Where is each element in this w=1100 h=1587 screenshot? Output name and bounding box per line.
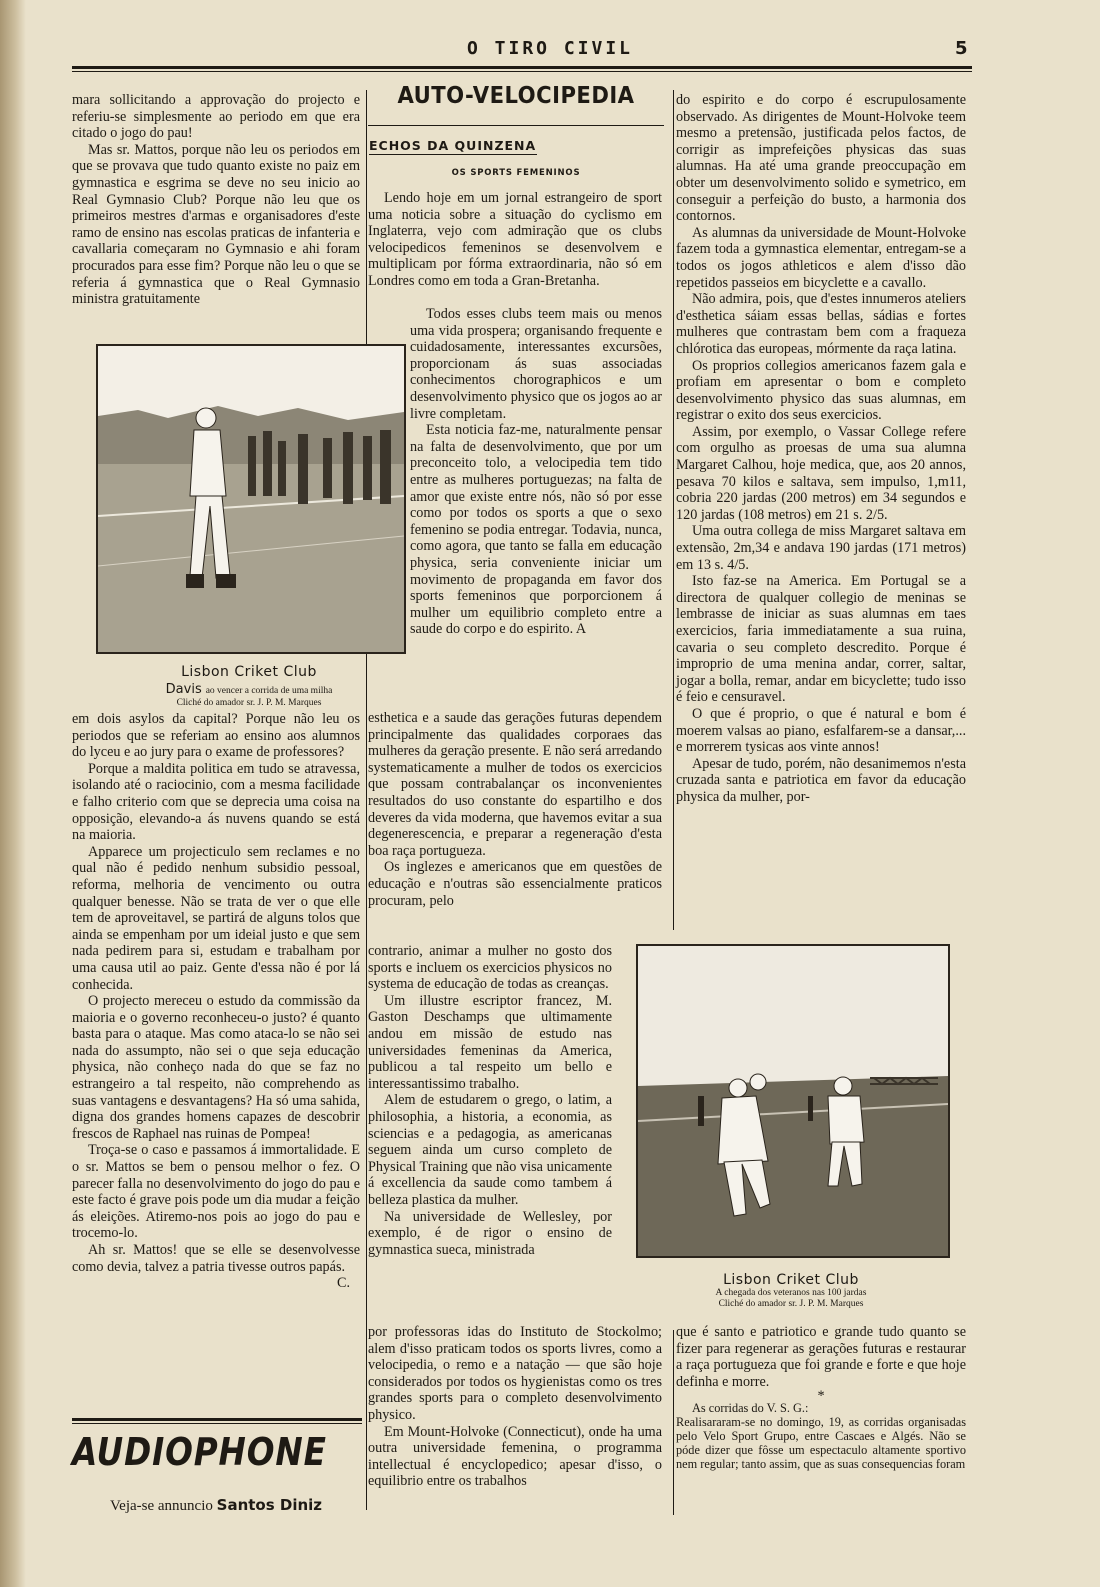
kicker: OS SPORTS FEMENINOS <box>451 168 581 178</box>
col2-para-10: por professoras idas do Instituto de Stockolmo; alem d'isso praticam todos os sports livres, como a velocipedia, o remo e a natação — que são hoje considerados por todos os hygienistas como os tres grandes sports para o completo desenvolvimento physico. <box>368 1324 662 1423</box>
photo-veterans-race <box>636 944 950 1258</box>
col1-bottom-text <box>72 711 360 1292</box>
photo2-caption <box>636 1272 946 1310</box>
column-rule-2a <box>673 90 674 930</box>
photo1-caption-name: Davis <box>165 682 202 697</box>
col1-signature: C. <box>336 1275 350 1292</box>
col1-top-text <box>72 92 360 308</box>
ad-rule-thick <box>72 1418 362 1421</box>
col3-para-7: Isto faz-se na America. Em Portugal se a directora de qualquer collegio de meninas se lembrasse de iniciar as suas alumnas em taes exercicios, faria immediatamente a sua ruina, cavaria o seu completo descredito. Porque é improprio de uma menina andar, correr, saltar, jogar a bolla, remar, andar em bicyclette; tudo isso é feio e censuravel. <box>676 573 966 706</box>
col3-para-8: O que é proprio, o que é natural e bom é moerem valsas ao piano, esfalfarem-se a dansar,... e morrerem tysicas aos vinte annos! <box>676 705 966 756</box>
col3-para-2: As alumnas da universidade de Mount-Holvoke fazem toda a gymnastica elementar, entregam-se a todos os jogos athleticos e alem d'isso dão repetidos passeios em bicyclette e a cavallo. <box>676 224 966 291</box>
corridas-text: Realisararam-se no domingo, 19, as corridas organisadas pelo Velo Sport Grupo, entre Cascaes e Algés. Não se póde dizer que fôsse um espectaculo altamente sportivo nem regular; tanto assim, que as suas consequencias foram <box>676 1415 966 1471</box>
col1-para-4: Porque a maldita politica em tudo se atravessa, isolando até o raciocinio, com a mesma facilidade e falho criterio com que se deprecia uma coisa na opposição, elevando-a ás nuvens quando se está na maioria. <box>72 760 360 844</box>
col2-text-d <box>368 943 612 1258</box>
col1-para-2: Mas sr. Mattos, porque não leu os periodos em que se provava que tudo quanto existe no paiz em gymnastica e esgrima se deve no seu inicio ao Real Gymnasio Club? Porque não leu que os primeiros mestres d'armas e organisadores d'este ramo de ensino nas escolas praticas de infanteria e cavallaria começaram no Gymnasio e ahi foram procurados para esse fim? Porque não leu o que se referia á gymnastica que o Real Gymnasio ministra gratuitamente <box>72 141 360 308</box>
ad-rule-thin <box>72 1423 362 1424</box>
col2-text-b <box>410 306 662 638</box>
col2-text-c <box>368 710 662 909</box>
ad-text: Veja-se annuncio <box>110 1498 213 1514</box>
header-rule-thin <box>72 71 972 72</box>
col3-para-4: Os proprios collegios americanos fazem gala e profiam em apresentar o bom e completo desenvolvimento physico das suas alumnas, em registrar o exito dos seus exercicios. <box>676 357 966 424</box>
subsection-title: ECHOS DA QUINZENA <box>369 138 537 153</box>
photo-davis-illustration <box>98 346 404 652</box>
photo1-caption-title: Lisbon Criket Club <box>181 664 317 680</box>
section-title: AUTO-VELOCIPEDIA <box>397 83 635 109</box>
col1-para-1: mara sollicitando a approvação do projecto e referiu-se simplesmente ao periodo em que era citado o jogo do pau! <box>72 92 360 142</box>
page-spine-shadow <box>0 0 26 1587</box>
col2-para-11: Em Mount-Holvoke (Connecticut), onde ha uma outra universidade femenina, o programma intellectual é encyclopedico; apesar d'isso, o equilibrio entre os trabalhos <box>368 1423 662 1490</box>
col3-para-10: que é santo e patriotico e grande tudo quanto se fizer para regenerar as gerações futuras e restaurar a raça portugueza que foi grande e forte e que hoje definha e morre. <box>676 1324 966 1390</box>
ad-advertiser: Santos Diniz <box>216 1496 323 1514</box>
col1-para-5: Apparece um projecticulo sem reclames e no qual não é pedido nenhum subsidio pessoal, reforma, melhoria de vencimento ou outra qualquer benesse. Não se trata de ver o que elle tem de aproveitavel, se partirá de alguns tolos que ainda se empenham por um ideial justo e que sem nada pedirem para si, estudam e trabalham por uma causa util ao paiz. Gente d'essa não é por lá conhecida. <box>72 843 360 993</box>
photo-veterans-illustration <box>638 946 948 1256</box>
col2-para-8: Alem de estudarem o grego, o latim, a philosophia, a historia, a economia, as sciencias e a pedagogia, as americanas seguem ainda um curso completo de Physical Training que não visa unicamente á excellencia da saude como tambem á belleza plastica da mulher. <box>368 1092 612 1208</box>
col1-para-7: Troça-se o caso e passamos á immortalidade. E o sr. Mattos se bem o pensou melhor o fez. O parecer falla no desenvolvimento do jogo do pau e este facto é grave pois pode um dia mudar a feição ás eleições. Atiremo-nos pois ao jogo do pau e trocemo-lo. <box>72 1142 360 1242</box>
col2-para-4: esthetica e a saude das gerações futuras dependem principalmente das qualidades corporaes das mulheres da geração presente. E não será arredando systematicamente a mulher de todos os exercicios que possam contrabalançar os inconvenientes resultados do uso constante do espartilho e dos deveres da vida moderna, que havemos evitar a sua degenerescencia, e preparar a regeneração d'esta boa raça portugueza. <box>368 710 662 859</box>
col1-para-8: Ah sr. Mattos! que se elle se desenvolvesse como devia, talvez a patria tivesse outros papás. <box>72 1242 360 1275</box>
photo2-caption-desc: A chegada dos veteranos nas 100 jardas <box>715 1288 867 1298</box>
col3-text-after <box>676 1324 966 1471</box>
photo1-caption-credit: Cliché do amador sr. J. P. M. Marques <box>176 698 322 708</box>
col2-text-e <box>368 1324 662 1490</box>
col3-text <box>676 92 966 806</box>
ad-text-line <box>110 1496 322 1515</box>
subsection-underline <box>369 154 537 155</box>
photo1-caption <box>96 664 402 709</box>
header-rule-thick <box>72 66 972 69</box>
col2-para-5: Os inglezes e americanos que em questões de educação e n'outras são essencialmente praticos procuram, pelo <box>368 859 662 909</box>
photo2-caption-credit: Cliché do amador sr. J. P. M. Marques <box>718 1299 864 1309</box>
col2-para-3: Esta noticia faz-me, naturalmente pensar na falta de desenvolvimento, que por um preconceito tolo, a velocipedia tem tido entre as mulheres portuguezas; na falta de amor que existe entre nós, não só por esse como por todos os sports a que o sexo femenino se podia entregar. Todavia, nunca, como agora, que tanto se falla em educação physica, seria conveniente iniciar um movimento de propaganda em favor dos sports femeninos que porporcionem á mulher um equilibrio completo entre a saude do corpo e do espirito. A <box>410 422 662 638</box>
photo1-caption-desc: ao vencer a corrida de uma milha <box>205 686 333 696</box>
col2-para-1: Lendo hoje em um jornal estrangeiro de sport uma noticia sobre a situação do cyclismo em Inglaterra, vejo com admiração que os clubs velocipedicos femeninos se desenvolvem e multiplicam por fórma extraordinaria, não só em Londres como em toda a Gran-Bretanha. <box>368 190 662 289</box>
col3-para-6: Uma outra collega de miss Margaret saltava em extensão, 2m,34 e andava 190 jardas (171 metros) em 13 s. 4/5. <box>676 523 966 573</box>
col2-header <box>368 83 664 109</box>
photo2-caption-title: Lisbon Criket Club <box>723 1272 859 1288</box>
corridas-title: As corridas do V. S. G.: <box>692 1401 809 1416</box>
col2-para-7: Um illustre escriptor francez, M. Gaston Deschamps que ultimamente andou em missão de estudo nas universidades femeninas da America, publicou a tal respeito um bello e interessantissimo trabalho. <box>368 992 612 1092</box>
section-title-rule <box>368 125 664 126</box>
photo-davis-runner <box>96 344 406 654</box>
col2-text-a <box>368 190 662 290</box>
col2-para-2: Todos esses clubs teem mais ou menos uma vida prospera; organisando frequente e cuidadosamente, interessantes excursões, proporcionam ás suas associadas conhecimentos chorographicos e um desenvolvimento physico que os jogos ao ar livre completam. <box>410 306 662 422</box>
col1-para-6: O projecto mereceu o estudo da commissão da maioria e o governo reconheceu-o justo? é quanto basta para o ataque. Mas como ataca-lo se não sei nada do assumpto, não sei o que seja educação physica, não conheço nada do que se faz no estrangeiro a tal respeito, não comprehendo as suas vantagens e desvantagens? Ha só uma sahida, digna dos grandes homens capazes de descobrir frescos de Raphael nas ruinas de Pompea! <box>72 993 360 1142</box>
page-number: 5 <box>955 38 968 59</box>
col1-para-3: em dois asylos da capital? Porque não leu os periodos que se referiam ao ensino aos alumnos do lyceu e ao jury para o exame de professores? <box>72 711 360 761</box>
ad-brand: AUDIOPHONE <box>72 1430 327 1474</box>
column-rule-2b <box>673 1330 674 1515</box>
section-separator-star: * <box>817 1388 825 1405</box>
col3-para-9: Apesar de tudo, porém, não desanimemos n'esta cruzada santa e patriotica em favor da educação physica da mulher, por- <box>676 755 966 805</box>
col3-para-5: Assim, por exemplo, o Vassar College refere com orgulho as proesas de uma sua alumna Margaret Calhou, hoje medica, que, aos 20 annos, pesava 70 kilos e saltava, sem impulso, 1,m11, cobria 220 jardas (200 metros) em 34 segundos e 120 jardas (108 metros) em 21 s. 2/5. <box>676 423 966 523</box>
masthead-title: O TIRO CIVIL <box>466 38 634 59</box>
col3-para-1: do espirito e do corpo é escrupulosamente observado. As dirigentes de Mount-Holvoke teem mesmo a pretensão, justificada pelos factos, de corrigir as imprefeições physicas das suas alumnas. Ha até uma grande preoccupação em obter um desenvolvimento solido e symetrico, em conseguir a perfeição do busto, a harmonia dos contornos. <box>676 92 966 225</box>
col2-para-6: contrario, animar a mulher no gosto dos sports e incluem os exercicios physicos no systema de educação de todas as creanças. <box>368 943 612 993</box>
col2-para-9: Na universidade de Wellesley, por exemplo, é de rigor o ensino de gymnastica sueca, ministrada <box>368 1208 612 1258</box>
column-rule-1 <box>366 90 367 1510</box>
col3-para-3: Não admira, pois, que d'estes innumeros ateliers d'esthetica sáiam essas bellas, sádias e fortes mulheres que contrastam bem com a fraqueza chlórotica das europeas, mórmente da raça latina. <box>676 291 966 357</box>
